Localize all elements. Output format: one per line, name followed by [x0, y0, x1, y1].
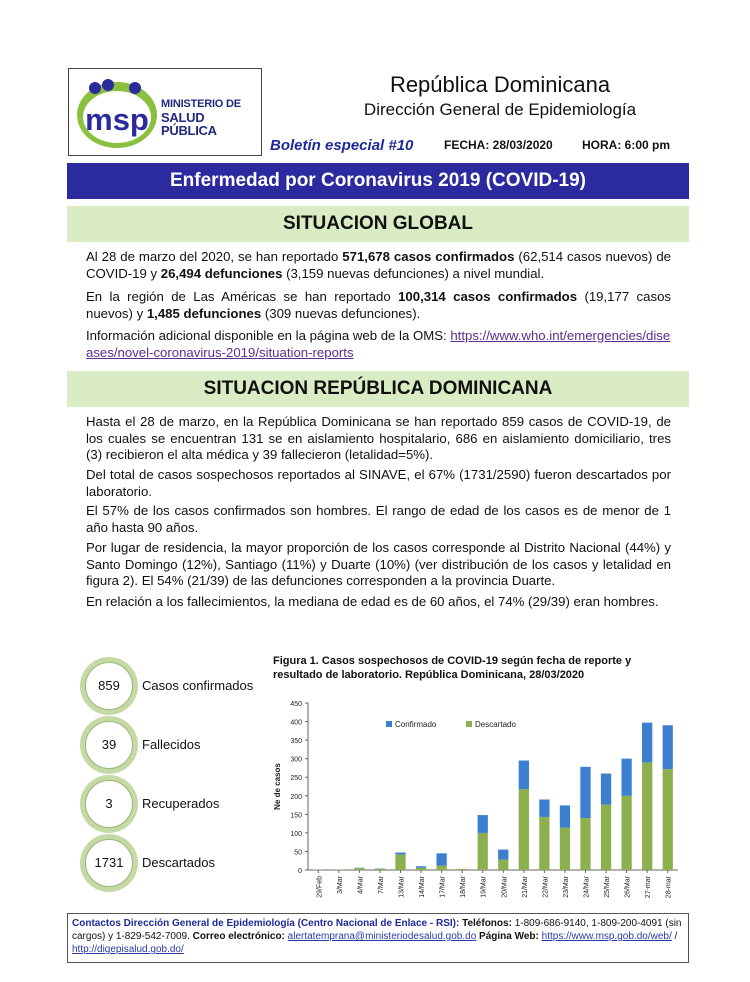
y-tick-label: 0: [298, 868, 302, 875]
bar-descartado: [560, 828, 570, 870]
direction-title: Dirección General de Epidemiología: [363, 100, 637, 119]
y-tick-label: 250: [290, 775, 302, 783]
x-tick-label: 22/Mar: [542, 876, 550, 898]
stat-confirmed: [80, 657, 260, 715]
y-tick-label: 200: [290, 793, 302, 801]
x-tick-label: 29/Feb: [316, 876, 324, 898]
bar-descartado: [416, 868, 426, 870]
footer-phones-label: Teléfonos:: [462, 918, 512, 929]
x-tick-label: 21/Mar: [521, 876, 529, 898]
rd-paragraph-4: Por lugar de residencia, la mayor proporción de los casos corresponde al Distrito Nacional (44%) y Santo Domingo (12%), Santiago (11%) y Duarte (10%) (ver distribución de los casos y letalidad en figura 2). El 54% (21/39) de las defunciones corresponden a la provincia Duarte.: [86, 540, 671, 588]
bar-confirmado: [663, 725, 673, 769]
bar-descartado: [642, 762, 652, 870]
global-paragraph-1: Al 28 de marzo del 2020, se han reportado 571,678 casos confirmados (62,514 casos nuevos) de COVID-19 y 26,494 defunciones (3,159 nuevas defunciones) a nivel mundial.: [86, 249, 672, 281]
stat-recovered-value: 3: [85, 780, 133, 828]
bulletin-date: FECHA: 28/03/2020: [444, 138, 553, 152]
bar-descartado: [395, 854, 405, 870]
bar-descartado: [457, 869, 467, 870]
legend-swatch-descartado: [466, 721, 472, 727]
y-tick-label: 100: [290, 830, 302, 838]
legend-label-confirmado: Confirmado: [395, 720, 437, 729]
bar-descartado: [498, 860, 508, 870]
logo-acronym: msp: [85, 102, 149, 137]
y-tick-label: 50: [294, 849, 302, 857]
rd-paragraph-2: Del total de casos sospechosos reportados al SINAVE, el 67% (1731/2590) fueron descartados por laboratorio.: [86, 467, 671, 499]
footer-web-link-2[interactable]: http://digepisalud.gob.do/: [72, 944, 184, 955]
bulletin-number: Boletín especial #10: [270, 137, 414, 154]
stat-deaths-value: 39: [85, 721, 133, 769]
contacts-footer: Contactos Dirección General de Epidemiología (Centro Nacional de Enlace - RSI): Teléfonos: 1-809-686-9140, 1-809-200-4091 (sin cargos) y 1-829-542-7009. Correo electrónico: alertatemprana@ministeriodesalud.gob.do Página Web: https://www.msp.gob.do/web/ / http://digepisalud.gob.do/: [67, 913, 689, 963]
y-tick-label: 350: [290, 738, 302, 746]
bar-confirmado: [498, 850, 508, 860]
footer-web-link-1[interactable]: https://www.msp.gob.do/web/: [541, 931, 672, 942]
x-tick-label: 20/Mar: [501, 876, 509, 898]
msp-logo-icon: [75, 73, 161, 151]
bar-confirmado: [580, 767, 590, 818]
bar-confirmado: [560, 805, 570, 827]
stat-discarded-value: 1731: [85, 839, 133, 887]
logo-line-1: MINISTERIO DE: [161, 98, 241, 110]
y-tick-label: 400: [290, 719, 302, 727]
bar-confirmado: [601, 774, 611, 805]
x-tick-label: 25/Mar: [604, 876, 612, 898]
bar-descartado: [354, 868, 364, 870]
bar-descartado: [539, 817, 549, 870]
bar-confirmado: [416, 866, 426, 867]
y-tick-label: 300: [290, 756, 302, 764]
footer-phones: 1-809-686-9140, 1-809-200-4091 (sin cargos) y 1-829-542-7009.: [72, 918, 682, 942]
logo-line-2: SALUD PÚBLICA: [161, 109, 217, 139]
bar-descartado: [478, 833, 488, 870]
bar-confirmado: [436, 853, 446, 865]
x-tick-label: 27-mar: [645, 876, 653, 899]
y-axis-label: Ne de casos: [273, 763, 282, 810]
x-tick-label: 18/Mar: [460, 876, 468, 898]
bar-descartado: [580, 818, 590, 870]
stat-discarded: [80, 834, 260, 892]
rd-paragraph-1: Hasta el 28 de marzo, en la República Dominicana se han reportado 859 casos de COVID-19, de los cuales se encuentran 131 se en aislamiento hospitalario, 686 en aislamiento domiciliario, tres (3) recibieron el alta médica y 39 fallecieron (letalidad=5%).: [86, 414, 671, 462]
bar-confirmado: [478, 815, 488, 833]
stat-deaths-label: Fallecidos: [142, 737, 201, 752]
x-tick-label: 7/Mar: [377, 876, 385, 894]
section-rd-title: SITUACION REPÚBLICA DOMINICANA: [67, 371, 689, 407]
disease-banner: Enfermedad por Coronavirus 2019 (COVID-19): [67, 163, 689, 199]
y-tick-label: 450: [290, 701, 302, 708]
figure-1-chart: [268, 695, 688, 907]
bar-confirmado: [539, 799, 549, 816]
x-tick-label: 17/Mar: [439, 876, 447, 898]
x-tick-label: 3/Mar: [336, 876, 344, 894]
who-situation-reports-link[interactable]: https://www.who.int/emergencies/diseases/novel-coronavirus-2019/situation-reports: [86, 328, 671, 360]
footer-contacts: Contactos Dirección General de Epidemiología (Centro Nacional de Enlace - RSI):: [72, 918, 460, 929]
ministry-logo: [68, 68, 262, 156]
x-tick-label: 24/Mar: [583, 876, 591, 898]
bar-descartado: [601, 805, 611, 870]
stat-confirmed-label: Casos confirmados: [142, 678, 254, 693]
x-tick-label: 23/Mar: [562, 876, 570, 898]
bar-descartado: [375, 869, 385, 870]
bulletin-time: HORA: 6:00 pm: [582, 138, 671, 152]
stat-recovered: [80, 775, 260, 833]
legend-swatch-confirmado: [386, 721, 392, 727]
stat-confirmed-value: 859: [85, 662, 133, 710]
section-global-title: SITUACION GLOBAL: [67, 206, 689, 242]
bar-descartado: [621, 796, 631, 870]
x-tick-label: 26/Mar: [624, 876, 632, 898]
x-tick-label: 19/Mar: [480, 876, 488, 898]
country-title: República Dominicana: [389, 72, 611, 97]
bulletin-header: [0, 0, 750, 165]
legend-label-descartado: Descartado: [475, 720, 516, 729]
global-paragraph-3: Información adicional disponible en la página web de la OMS: https://www.who.int/emergencies/diseases/novel-coronavirus-2019/situation-reports: [86, 328, 671, 360]
bar-confirmado: [519, 761, 529, 790]
footer-email-label: Correo electrónico:: [192, 931, 285, 942]
bar-confirmado: [395, 853, 405, 855]
bar-descartado: [436, 866, 446, 870]
x-tick-label: 13/Mar: [398, 876, 406, 898]
bar-confirmado: [642, 723, 652, 763]
x-tick-label: 4/Mar: [357, 876, 365, 894]
footer-email-link[interactable]: alertatemprana@ministeriodesalud.gob.do: [287, 931, 477, 942]
footer-web-label: Página Web:: [479, 931, 539, 942]
bar-descartado: [519, 789, 529, 870]
figure-1-caption: Figura 1. Casos sospechosos de COVID-19 según fecha de reporte y resultado de laboratorio. República Dominicana, 28/03/2020: [273, 655, 632, 681]
stat-recovered-label: Recuperados: [142, 796, 220, 811]
x-tick-label: 14/Mar: [419, 876, 427, 898]
stat-deaths: [80, 716, 260, 774]
bar-descartado: [663, 769, 673, 870]
stat-discarded-label: Descartados: [142, 855, 215, 870]
global-paragraph-2: En la región de Las Américas se han reportado 100,314 casos confirmados (19,177 casos nuevos) y 1,485 defunciones (309 nuevas defunciones).: [86, 289, 672, 321]
y-tick-label: 150: [290, 812, 302, 820]
x-tick-label: 28-mar: [665, 876, 673, 899]
rd-paragraph-3: El 57% de los casos confirmados son hombres. El rango de edad de los casos es de menor de 1 año hasta 90 años.: [86, 503, 671, 535]
rd-paragraph-5: En relación a los fallecimientos, la mediana de edad es de 60 años, el 74% (29/39) eran hombres.: [86, 594, 659, 609]
bar-confirmado: [621, 759, 631, 796]
